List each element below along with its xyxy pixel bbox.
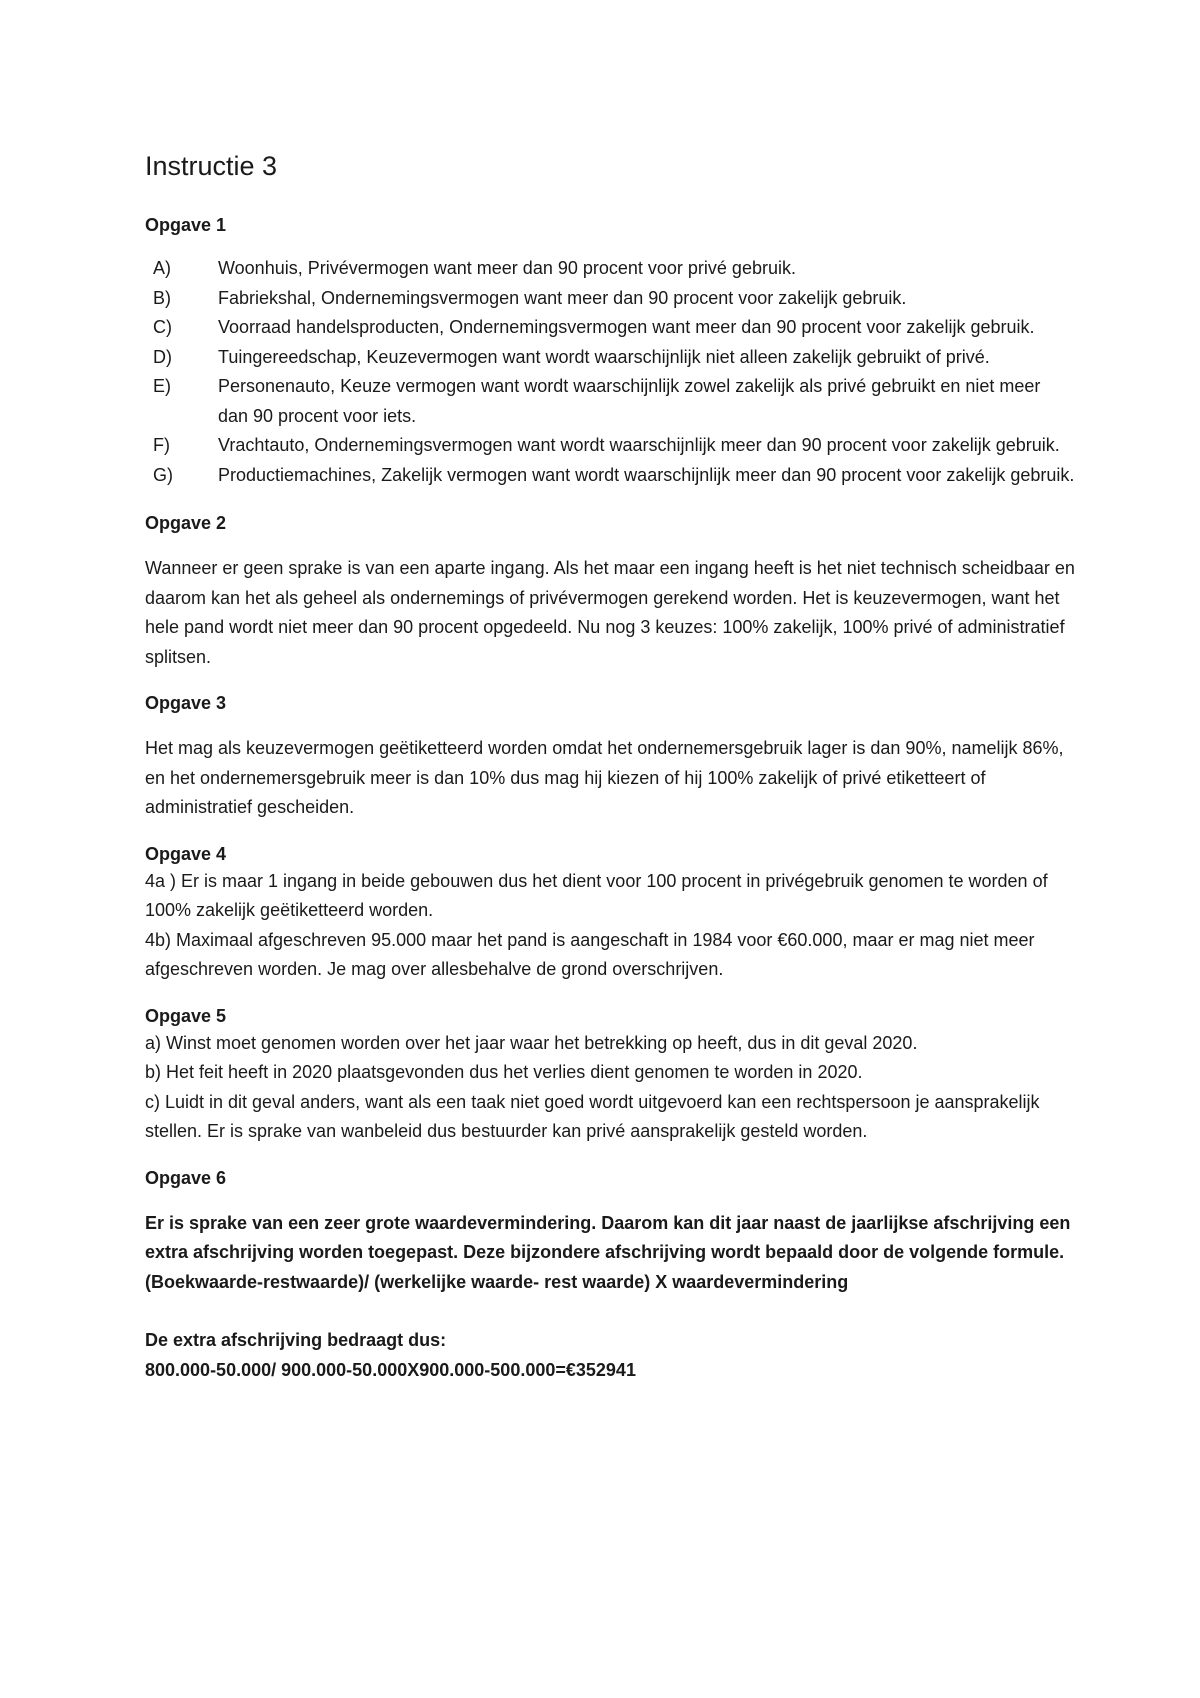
opgave-4-section <box>145 841 1075 985</box>
list-item-text: Vrachtauto, Ondernemingsvermogen want wordt waarschijnlijk meer dan 90 procent voor zakelijk gebruik. <box>218 435 1060 455</box>
opgave-5-section <box>145 1003 1075 1147</box>
list-marker: E) <box>153 376 171 396</box>
opgave-5b-paragraph: b) Het feit heeft in 2020 plaatsgevonden dus het verlies dient genomen te worden in 2020. <box>145 1062 863 1082</box>
list-item <box>145 343 1075 373</box>
list-item <box>145 284 1075 314</box>
list-item <box>145 431 1075 461</box>
opgave-5-heading: Opgave 5 <box>145 1005 227 1026</box>
opgave-4b-paragraph: 4b) Maximaal afgeschreven 95.000 maar het pand is aangeschaft in 1984 voor €60.000, maar er mag niet meer afgeschreven worden. Je mag over allesbehalve de grond overschrijven. <box>145 929 1035 979</box>
opgave-4a-paragraph: 4a ) Er is maar 1 ingang in beide gebouwen dus het dient voor 100 procent in privégebruik genomen te worden of 100% zakelijk geëtiketteerd worden. <box>145 870 1048 920</box>
list-item <box>145 254 1075 284</box>
list-item-text: Personenauto, Keuze vermogen want wordt waarschijnlijk zowel zakelijk als privé gebruikt en niet meer dan 90 procent voor iets. <box>218 376 1041 426</box>
opgave-3-paragraph: Het mag als keuzevermogen geëtiketteerd worden omdat het ondernemersgebruik lager is dan 90%, namelijk 86%, en het ondernemersgebruik meer is dan 10% dus mag hij kiezen of hij 100% zakelijk of privé etiketteert of administratief gescheiden. <box>145 738 1064 817</box>
list-item-text: Tuingereedschap, Keuzevermogen want wordt waarschijnlijk niet alleen zakelijk gebruikt of privé. <box>218 346 990 367</box>
opgave-5a-paragraph: a) Winst moet genomen worden over het jaar waar het betrekking op heeft, dus in dit geval 2020. <box>145 1032 918 1053</box>
list-item-text: Productiemachines, Zakelijk vermogen want wordt waarschijnlijk meer dan 90 procent voor zakelijk gebruik. <box>218 464 1075 485</box>
opgave-1-section <box>145 212 1075 490</box>
list-marker: A) <box>153 258 171 278</box>
list-marker: D) <box>153 346 172 367</box>
opgave-6-paragraph: Er is sprake van een zeer grote waardevermindering. Daarom kan dit jaar naast de jaarlijkse afschrijving een extra afschrijving worden toegepast. Deze bijzondere afschrijving wordt bepaald door de volgende formule. <box>145 1212 1071 1262</box>
list-item <box>145 372 1075 431</box>
list-marker: C) <box>153 317 172 337</box>
opgave-6-formula: (Boekwaarde-restwaarde)/ (werkelijke waarde- rest waarde) X waardevermindering <box>145 1271 849 1292</box>
opgave-5c-paragraph: c) Luidt in dit geval anders, want als een taak niet goed wordt uitgevoerd kan een rechtspersoon je aansprakelijk stellen. Er is sprake van wanbeleid dus bestuurder kan privé aansprakelijk gesteld worden. <box>145 1091 1040 1141</box>
opgave-6-heading: Opgave 6 <box>145 1167 227 1188</box>
opgave-2-paragraph: Wanneer er geen sprake is van een aparte ingang. Als het maar een ingang heeft is het niet technisch scheidbaar en daarom kan het als geheel als ondernemings of privévermogen gerekend worden. Het is keuzevermogen, want het hele pand wordt niet meer dan 90 procent opgedeeld. Nu nog 3 keuzes: 100% zakelijk, 100% privé of administratief splitsen. <box>145 558 1075 667</box>
list-marker: B) <box>153 287 171 308</box>
opgave-1-list <box>145 254 1075 490</box>
list-item <box>145 461 1075 491</box>
list-item-text: Voorraad handelsproducten, Ondernemingsvermogen want meer dan 90 procent voor zakelijk gebruik. <box>218 317 1035 337</box>
opgave-2-section <box>145 510 1075 672</box>
document-title: Instructie 3 <box>145 151 278 181</box>
document-body <box>145 148 1075 1385</box>
opgave-6-result: 800.000-50.000/ 900.000-50.000X900.000-500.000=€352941 <box>145 1359 636 1380</box>
opgave-3-heading: Opgave 3 <box>145 693 227 713</box>
opgave-6-result-label: De extra afschrijving bedraagt dus: <box>145 1330 447 1350</box>
list-item-text: Fabriekshal, Ondernemingsvermogen want meer dan 90 procent voor zakelijk gebruik. <box>218 287 907 308</box>
opgave-2-heading: Opgave 2 <box>145 513 227 533</box>
list-marker: F) <box>153 435 170 455</box>
list-item-text: Woonhuis, Privévermogen want meer dan 90 procent voor privé gebruik. <box>218 258 796 278</box>
opgave-6-section <box>145 1165 1075 1386</box>
list-item <box>145 313 1075 343</box>
opgave-4-heading: Opgave 4 <box>145 843 227 864</box>
opgave-3-section <box>145 690 1075 823</box>
list-marker: G) <box>153 464 173 485</box>
opgave-1-heading: Opgave 1 <box>145 215 227 235</box>
